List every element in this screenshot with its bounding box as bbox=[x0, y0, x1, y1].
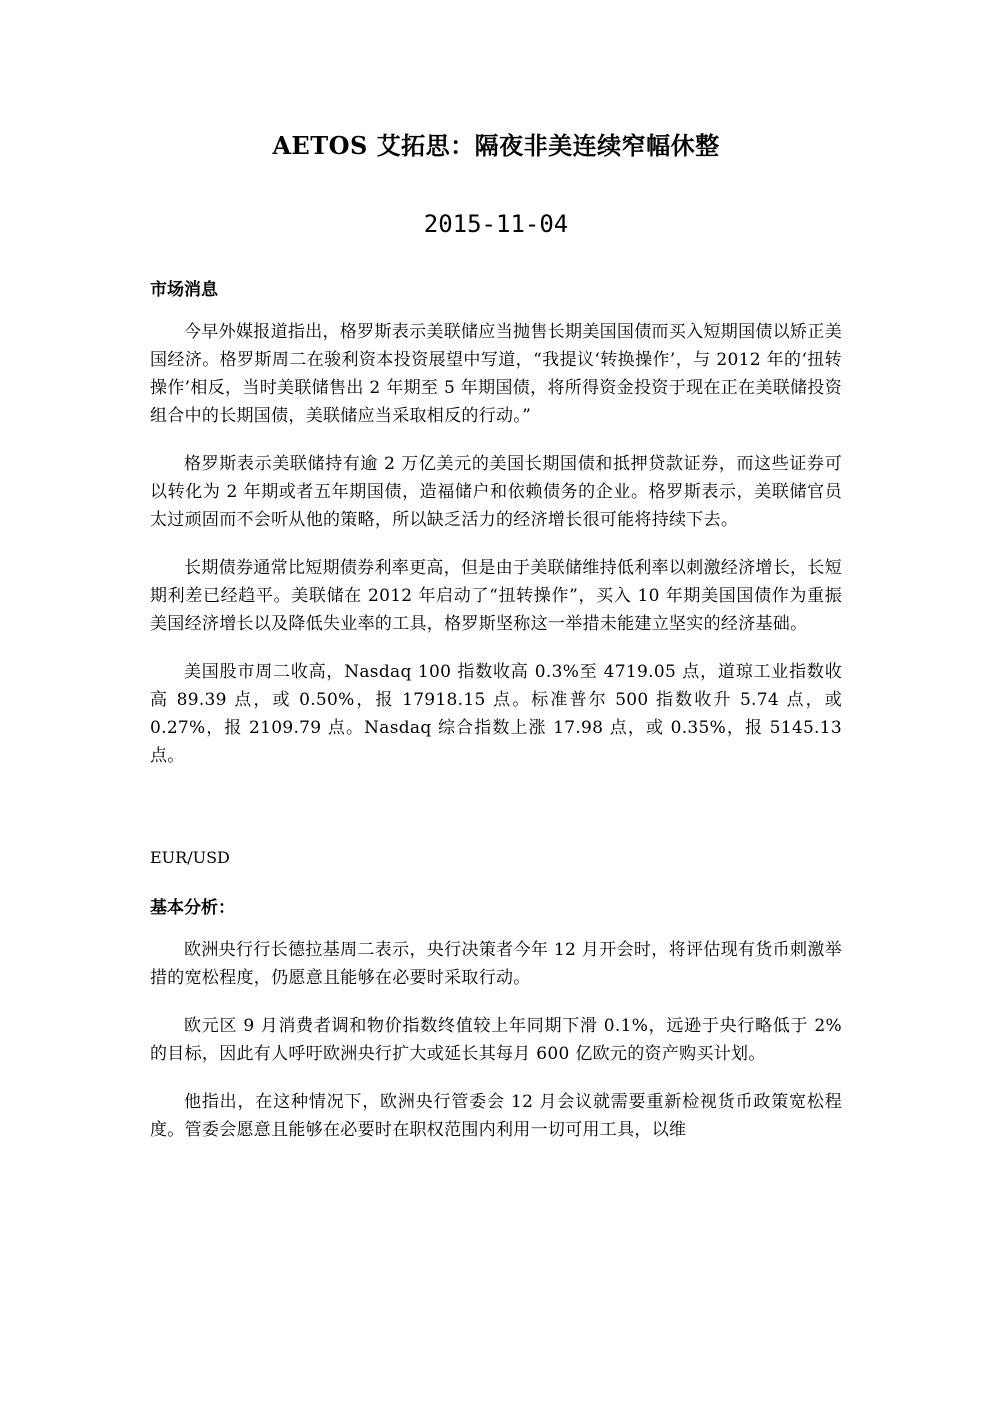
eurusd-paragraph-2: 欧元区 9 月消费者调和物价指数终值较上年同期下滑 0.1%，远逊于央行略低于 2%的目标，因此有人呼吁欧洲央行扩大或延长其每月 600 亿欧元的资产购买计划。 bbox=[150, 1016, 842, 1064]
currency-pair-label: EUR/USD bbox=[150, 848, 230, 867]
market-news-paragraph-1: 今早外媒报道指出，格罗斯表示美联储应当抛售长期美国国债而买入短期国债以矫正美国经济。格罗斯周二在骏利资本投资展望中写道，“我提议‘转换操作’，与 2012 年的‘扭转操作’相反，当时美联储售出 2 年期至 5 年期国债，将所得资金投资于现在正在美联储投资组合中的长期国债，美联储应当采取相反的行动。” bbox=[150, 322, 842, 426]
document-date: 2015-11-04 bbox=[423, 210, 569, 238]
section-heading-market-news: 市场消息 bbox=[150, 280, 218, 300]
document-title: AETOS 艾拓思：隔夜非美连续窄幅休整 bbox=[272, 131, 720, 160]
section-heading-fundamental-analysis: 基本分析： bbox=[150, 898, 235, 918]
market-news-paragraph-2: 格罗斯表示美联储持有逾 2 万亿美元的美国长期国债和抵押贷款证券，而这些证券可以转化为 2 年期或者五年期国债，造福储户和依赖债务的企业。格罗斯表示，美联储官员太过顽固而不会听从他的策略，所以缺乏活力的经济增长很可能将持续下去。 bbox=[150, 454, 842, 530]
market-news-paragraph-4: 美国股市周二收高，Nasdaq 100 指数收高 0.3%至 4719.05 点，道琼工业指数收高 89.39 点，或 0.50%，报 17918.15 点。标准普尔 500 指数收升 5.74 点，或 0.27%，报 2109.79 点。Nasdaq 综合指数上涨 17.98 点，或 0.35%，报 5145.13 点。 bbox=[150, 662, 842, 766]
market-news-paragraph-3: 长期债券通常比短期债券利率更高，但是由于美联储维持低利率以刺激经济增长，长短期利差已经趋平。美联储在 2012 年启动了“扭转操作”，买入 10 年期美国国债作为重振美国经济增长以及降低失业率的工具，格罗斯坚称这一举措未能建立坚实的经济基础。 bbox=[150, 558, 842, 634]
document-page bbox=[150, 128, 842, 1144]
eurusd-paragraph-1: 欧洲央行行长德拉基周二表示，央行决策者今年 12 月开会时，将评估现有货币刺激举措的宽松程度，仍愿意且能够在必要时采取行动。 bbox=[150, 940, 842, 988]
eurusd-paragraph-3: 他指出，在这种情况下，欧洲央行管委会 12 月会议就需要重新检视货币政策宽松程度。管委会愿意且能够在必要时在职权范围内利用一切可用工具，以维 bbox=[150, 1092, 842, 1140]
